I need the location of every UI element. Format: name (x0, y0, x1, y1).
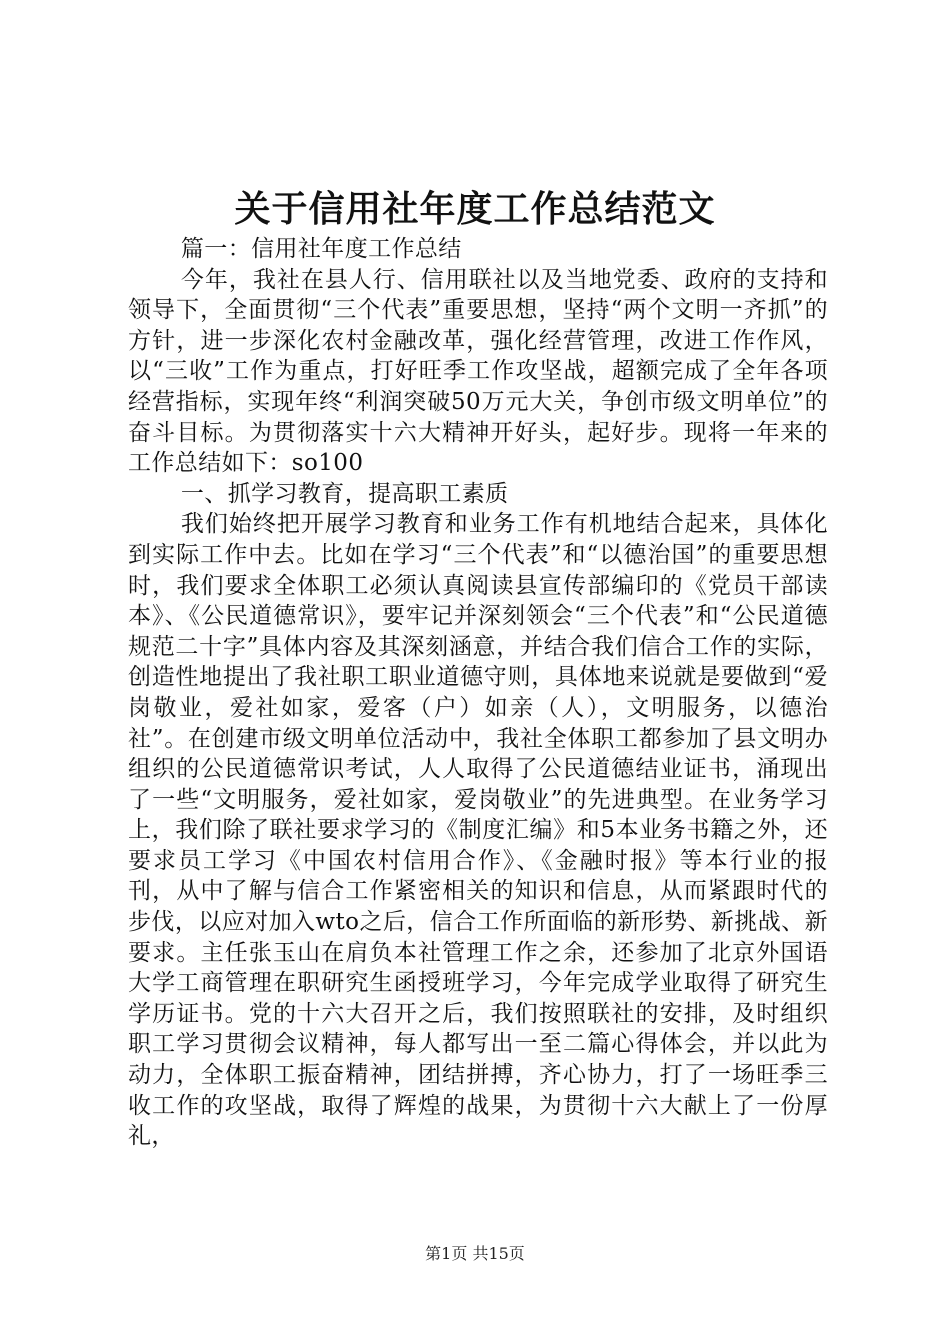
section-heading-part-one: 篇一：信用社年度工作总结 (180, 236, 462, 262)
document-body (128, 234, 828, 1152)
page-number-footer: 第1页 共15页 (425, 1244, 525, 1263)
document-title: 关于信用社年度工作总结范文 (234, 188, 716, 230)
study-education-paragraph: 我们始终把开展学习教育和业务工作有机地结合起来，具体化到实际工作中去。比如在学习“三个代表”和“以德治国”的重要思想时，我们要求全体职工必须认真阅读县宣传部编印的《党员干部读本》、《公民道德常识》，要牢记并深刻领会“三个代表”和“公民道德规范二十字”具体内容及其深刻涵意，并结合我们信合工作的实际，创造性地提出了我社职工职业道德守则，具体地来说就是要做到“爱岗敬业，爱社如家，爱客（户）如亲（人），文明服务，以德治社”。在创建市级文明单位活动中，我社全体职工都参加了县文明办组织的公民道德常识考试，人人取得了公民道德结业证书，涌现出了一些“文明服务，爱社如家，爱岗敬业”的先进典型。在业务学习上，我们除了联社要求学习的《制度汇编》和5本业务书籍之外，还要求员工学习《中国农村信用合作》、《金融时报》等本行业的报刊，从中了解与信合工作紧密相关的知识和信息，从而紧跟时代的步伐，以应对加入wto之后，信合工作所面临的新形势、新挑战、新要求。主任张玉山在肩负本社管理工作之余，还参加了北京外国语大学工商管理在职研究生函授班学习，今年完成学业取得了研究生学历证书。党的十六大召开之后，我们按照联社的安排，及时组织职工学习贯彻会议精神，每人都写出一至二篇心得体会，并以此为动力，全体职工振奋精神，团结拼搏，齐心协力，打了一场旺季三收工作的攻坚战，取得了辉煌的战果，为贯彻十六大献上了一份厚礼， (128, 511, 828, 1150)
section-heading-study-education: 一、抓学习教育，提高职工素质 (180, 480, 509, 507)
intro-paragraph: 今年，我社在县人行、信用联社以及当地党委、政府的支持和领导下，全面贯彻“三个代表”重要思想，坚持“两个文明一齐抓”的方针，进一步深化农村金融改革，强化经营管理，改进工作作风，以“三收”工作为重点，打好旺季工作攻坚战，超额完成了全年各项经营指标，实现年终“利润突破50万元大关，争创市级文明单位”的奋斗目标。为贯彻落实十六大精神开好头，起好步。现将一年来的工作总结如下：so100 (128, 266, 828, 477)
